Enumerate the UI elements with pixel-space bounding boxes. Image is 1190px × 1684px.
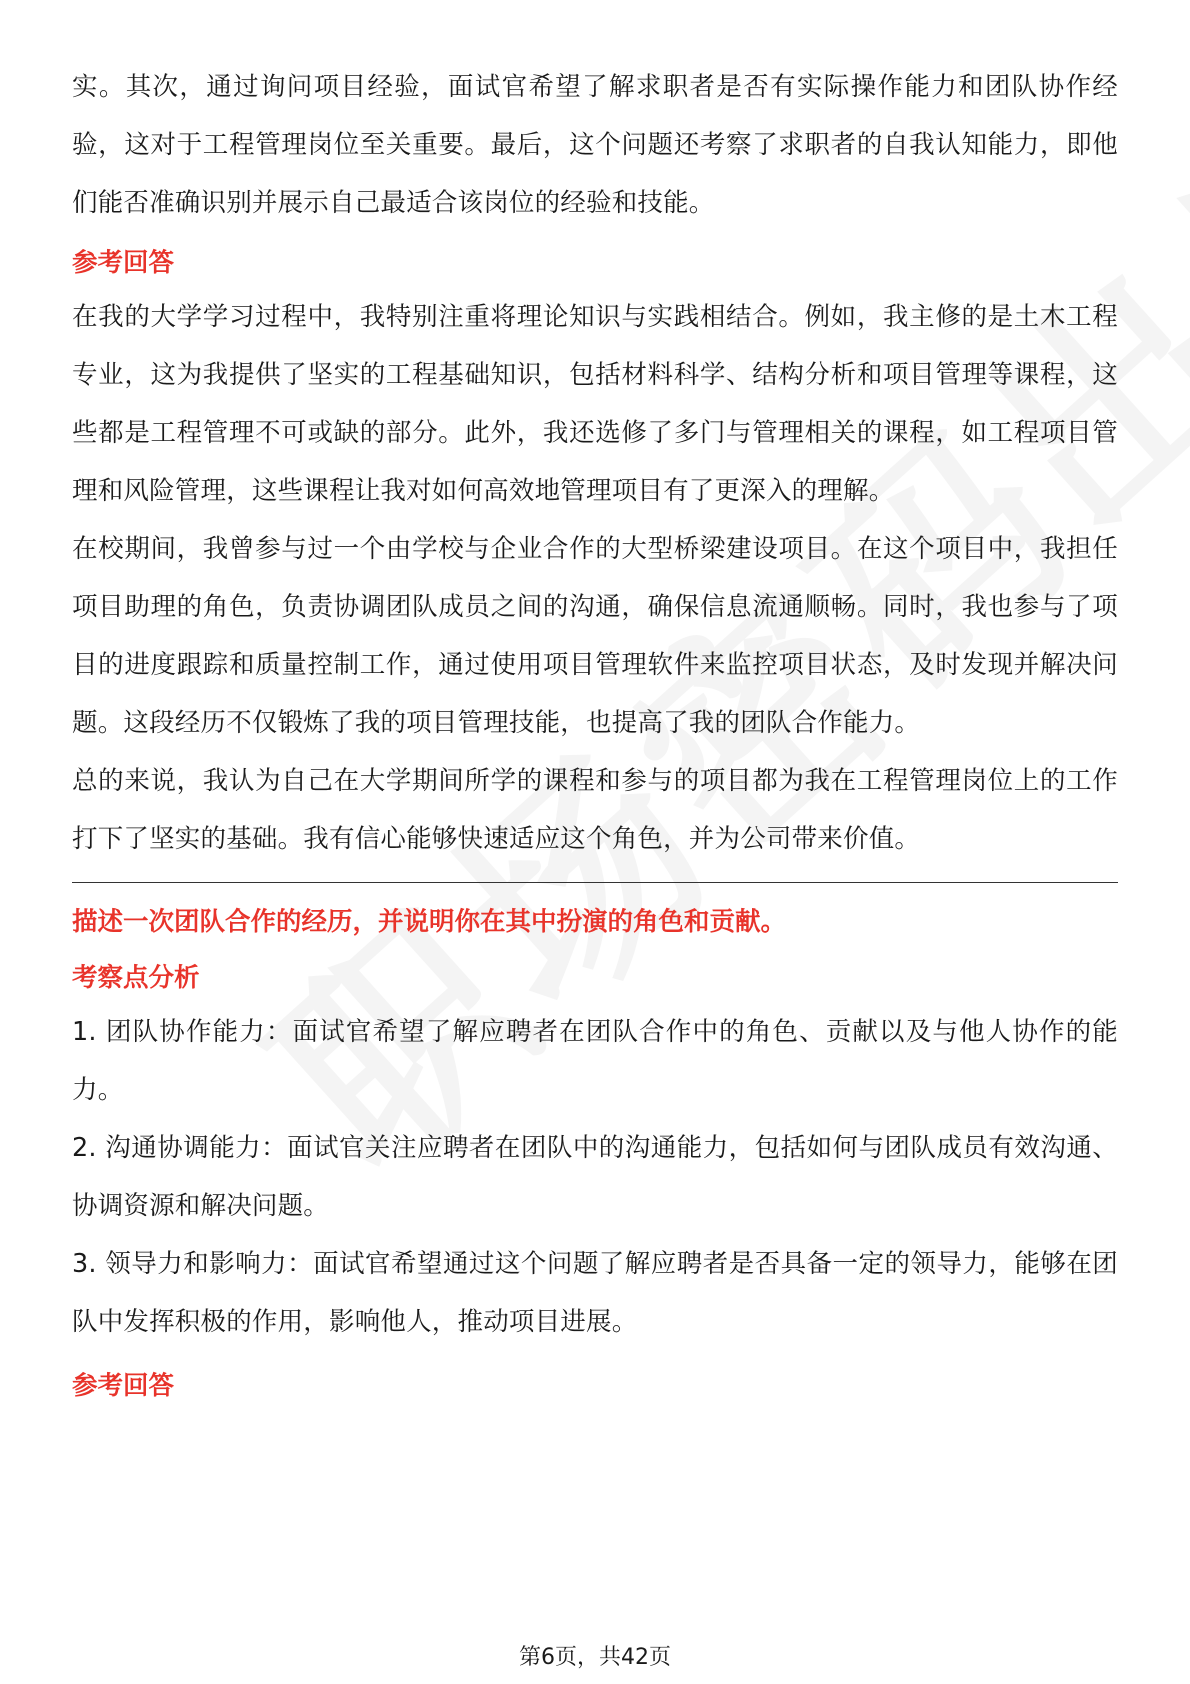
- section-divider: [72, 882, 1118, 883]
- answer-paragraph: 在校期间，我曾参与过一个由学校与企业合作的大型桥梁建设项目。在这个项目中，我担任项目助理的角色，负责协调团队成员之间的沟通，确保信息流通顺畅。同时，我也参与了项目的进度跟踪和质量控制工作，通过使用项目管理软件来监控项目状态，及时发现并解决问题。这段经历不仅锻炼了我的项目管理技能，也提高了我的团队合作能力。: [72, 534, 1118, 738]
- document-page: [72, 58, 1118, 1411]
- continued-paragraph: 实。其次，通过询问项目经验，面试官希望了解求职者是否有实际操作能力和团队协作经验，这对于工程管理岗位至关重要。最后，这个问题还考察了求职者的自我认知能力，即他们能否准确识别并展示自己最适合该岗位的经验和技能。: [72, 72, 1118, 218]
- answer-paragraph: 总的来说，我认为自己在大学期间所学的课程和参与的项目都为我在工程管理岗位上的工作打下了坚实的基础。我有信心能够快速适应这个角色，并为公司带来价值。: [72, 766, 1118, 854]
- reference-answer-heading: 参考回答: [72, 1371, 175, 1401]
- analysis-point: 2. 沟通协调能力：面试官关注应聘者在团队中的沟通能力，包括如何与团队成员有效沟通、协调资源和解决问题。: [72, 1133, 1118, 1221]
- analysis-point: 1. 团队协作能力：面试官希望了解应聘者在团队合作中的角色、贡献以及与他人协作的能力。: [72, 1017, 1118, 1105]
- analysis-point: 3. 领导力和影响力：面试官希望通过这个问题了解应聘者是否具备一定的领导力，能够在团队中发挥积极的作用，影响他人，推动项目进展。: [72, 1249, 1118, 1337]
- analysis-heading: 考察点分析: [72, 963, 200, 993]
- interview-question: 描述一次团队合作的经历，并说明你在其中扮演的角色和贡献。: [72, 907, 787, 937]
- page-footer: 第6页，共42页: [519, 1645, 671, 1670]
- answer-paragraph: 在我的大学学习过程中，我特别注重将理论知识与实践相结合。例如，我主修的是土木工程专业，这为我提供了坚实的工程基础知识，包括材料科学、结构分析和项目管理等课程，这些都是工程管理不可或缺的部分。此外，我还选修了多门与管理相关的课程，如工程项目管理和风险管理，这些课程让我对如何高效地管理项目有了更深入的理解。: [72, 302, 1118, 506]
- reference-answer-heading: 参考回答: [72, 248, 175, 278]
